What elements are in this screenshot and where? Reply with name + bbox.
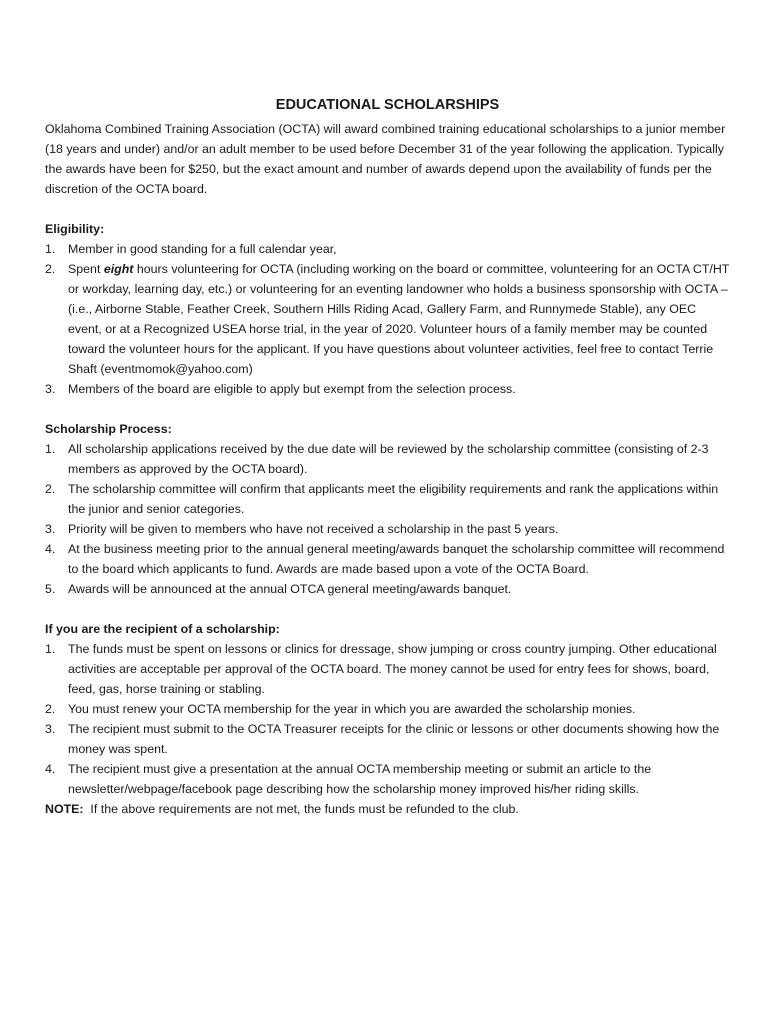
page-title: EDUCATIONAL SCHOLARSHIPS — [275, 97, 500, 113]
list-number: 3. — [45, 382, 56, 396]
list-text: The scholarship committee will confirm that applicants meet the eligibility requirements and rank the applications within the junior and senior categories. — [68, 482, 719, 516]
recipient-list — [45, 639, 730, 799]
list-text-prefix: Spent — [68, 262, 104, 276]
list-text: The recipient must give a presentation at the annual OCTA membership meeting or submit an article to the newsletter/webpage/facebook page describing how the scholarship money improved his/her riding skills. — [68, 762, 652, 796]
list-text: At the business meeting prior to the annual general meeting/awards banquet the scholarship committee will recommend to the board which applicants to fund. Awards are made based upon a vote of the OCTA Board. — [68, 542, 725, 576]
list-item — [45, 759, 730, 799]
list-item — [45, 719, 730, 759]
list-item — [45, 699, 730, 719]
note-label: NOTE: — [45, 802, 84, 816]
list-text: Member in good standing for a full calendar year, — [68, 242, 337, 256]
emphasis-text: eight — [103, 262, 134, 276]
list-item — [45, 519, 730, 539]
list-text: The funds must be spent on lessons or clinics for dressage, show jumping or cross country jumping. Other educational activities are acceptable per approval of the OCTA board. The money cannot be used for entry fees for shows, board, feed, gas, horse training or stabling. — [68, 642, 717, 696]
list-number: 1. — [45, 642, 56, 656]
document-page — [45, 95, 730, 819]
list-text: hours volunteering for OCTA (including working on the board or committee, volunteering for an OCTA CT/HT or workday, learning day, etc.) or volunteering for an eventing landowner who holds a business sponsorship with OCTA –(i.e., Airborne Stable, Feather Creek, Southern Hills Riding Acad, Gallery Farm, and Runnymede Stable), any OEC event, or at a Recognized USEA horse trial, in the year of 2020. Volunteer hours of a family member may be counted toward the volunteer hours for the applicant. If you have questions about volunteer activities, feel free to contact Terrie Shaft (eventmomok@yahoo.com) — [68, 262, 730, 376]
list-number: 2. — [45, 262, 56, 276]
note-text: If the above requirements are not met, the funds must be refunded to the club. — [83, 802, 519, 816]
list-item — [45, 379, 730, 399]
list-number: 4. — [45, 762, 56, 776]
list-text: Awards will be announced at the annual OTCA general meeting/awards banquet. — [68, 582, 512, 596]
list-item — [45, 639, 730, 699]
recipient-heading: If you are the recipient of a scholarship: — [45, 622, 280, 636]
list-number: 3. — [45, 722, 56, 736]
list-item — [45, 259, 730, 379]
list-text: The recipient must submit to the OCTA Treasurer receipts for the clinic or lessons or other documents showing how the money was spent. — [68, 722, 720, 756]
process-heading: Scholarship Process: — [45, 422, 172, 436]
list-number: 2. — [45, 702, 56, 716]
intro-paragraph: Oklahoma Combined Training Association (OCTA) will award combined training educational scholarships to a junior member (18 years and under) and/or an adult member to be used before December 31 of the year following the application. Typically the awards have been for $250, but the exact amount and number of awards depend upon the availability of funds per the discretion of the OCTA board. — [45, 122, 726, 196]
note-paragraph — [45, 799, 730, 819]
list-item — [45, 239, 730, 259]
list-item — [45, 479, 730, 519]
list-item — [45, 539, 730, 579]
list-text: Members of the board are eligible to apply but exempt from the selection process. — [68, 382, 516, 396]
list-text: You must renew your OCTA membership for the year in which you are awarded the scholarship monies. — [68, 702, 636, 716]
list-number: 4. — [45, 542, 56, 556]
list-number: 3. — [45, 522, 56, 536]
list-number: 1. — [45, 442, 56, 456]
process-list — [45, 439, 730, 599]
list-number: 2. — [45, 482, 56, 496]
list-number: 5. — [45, 582, 56, 596]
list-item — [45, 579, 730, 599]
list-item — [45, 439, 730, 479]
list-number: 1. — [45, 242, 56, 256]
eligibility-list — [45, 239, 730, 399]
list-text: Priority will be given to members who have not received a scholarship in the past 5 years. — [68, 522, 559, 536]
eligibility-heading: Eligibility: — [45, 222, 105, 236]
list-text: All scholarship applications received by the due date will be reviewed by the scholarship committee (consisting of 2-3 members as approved by the OCTA board). — [68, 442, 709, 476]
